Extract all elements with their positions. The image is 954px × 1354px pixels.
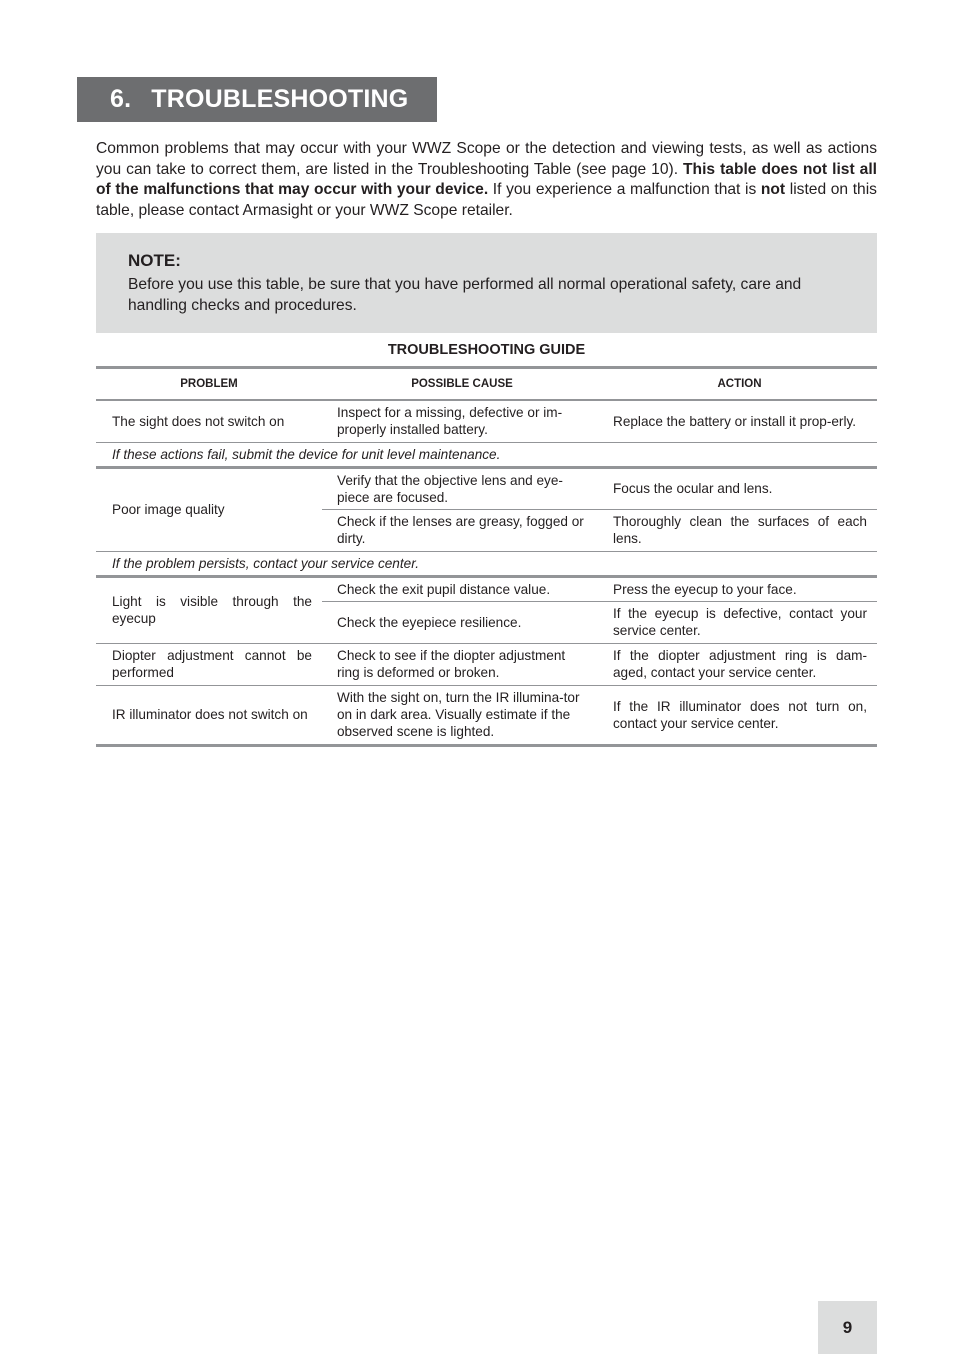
intro-paragraph (96, 139, 877, 221)
cause-cell: With the sight on, turn the IR illumina-tor on in dark area. Visually estimate if the observed scene is lighted. (337, 690, 580, 739)
table-note-row (96, 442, 877, 467)
header-problem: PROBLEM (96, 368, 322, 401)
table-row (96, 400, 877, 442)
troubleshooting-table (96, 366, 877, 747)
cause-cell: Inspect for a missing, defective or im-properly installed battery. (322, 400, 602, 442)
table-row (96, 685, 877, 745)
cause-cell: Check the exit pupil distance value. (322, 576, 602, 601)
table-header-row (96, 368, 877, 401)
intro-text-3: listed on this table, please contact Armasight or your WWZ Scope retailer. (96, 181, 877, 219)
problem-cell: The sight does not switch on (96, 400, 322, 442)
action-cell: Press the eyecup to your face. (602, 576, 877, 601)
intro-text-2: If you experience a malfunction that is (488, 181, 761, 198)
action-cell: If the eyecup is defective, contact your service center. (602, 601, 877, 643)
action-cell: Replace the battery or install it prop-erly. (602, 400, 877, 442)
problem-cell: Light is visible through the eyecup (96, 576, 322, 643)
intro-bold-2: not (760, 181, 786, 198)
action-cell: Focus the ocular and lens. (602, 467, 877, 509)
table-row (96, 576, 877, 601)
table-row (96, 643, 877, 685)
cause-cell: Verify that the objective lens and eye-piece are focused. (322, 467, 602, 509)
problem-cell: Diopter adjustment cannot be performed (96, 643, 322, 685)
table-row (96, 467, 877, 509)
note-title: NOTE: (128, 251, 181, 270)
cause-cell: Check the eyepiece resilience. (322, 601, 602, 643)
cause-cell: Check to see if the diopter adjustment ring is deformed or broken. (322, 643, 602, 685)
action-cell: Thoroughly clean the surfaces of each lens. (602, 509, 877, 551)
section-number: 6. (110, 85, 132, 113)
table-title: TROUBLESHOOTING GUIDE (387, 342, 586, 358)
problem-cell: Poor image quality (96, 467, 322, 551)
intro-text-1: Common problems that may occur with your WWZ Scope or the detection and viewing tests, as well as actions you can take to correct them, are listed in the Troubleshooting Table (see page 10). (96, 140, 877, 178)
header-action: ACTION (602, 368, 877, 401)
section-title: TROUBLESHOOTING (151, 85, 409, 113)
table-note: If the problem persists, contact your service center. (96, 551, 877, 576)
section-header (77, 77, 437, 122)
page-number: 9 (818, 1301, 877, 1354)
intro-bold-1: This table does not list all of the malfunctions that may occur with your device. (96, 160, 877, 198)
table-note: If these actions fail, submit the device for unit level maintenance. (96, 442, 877, 467)
note-text: Before you use this table, be sure that you have performed all normal operational safety, care and handling checks and procedures. (128, 276, 802, 314)
action-cell: If the IR illuminator does not turn on, contact your service center. (613, 698, 867, 731)
action-cell: If the diopter adjustment ring is dam-aged, contact your service center. (602, 643, 877, 685)
note-box (96, 233, 877, 333)
table-note-row (96, 551, 877, 576)
cause-cell: Check if the lenses are greasy, fogged or dirty. (322, 509, 602, 551)
problem-cell: IR illuminator does not switch on (112, 707, 308, 722)
header-cause: POSSIBLE CAUSE (322, 368, 602, 401)
